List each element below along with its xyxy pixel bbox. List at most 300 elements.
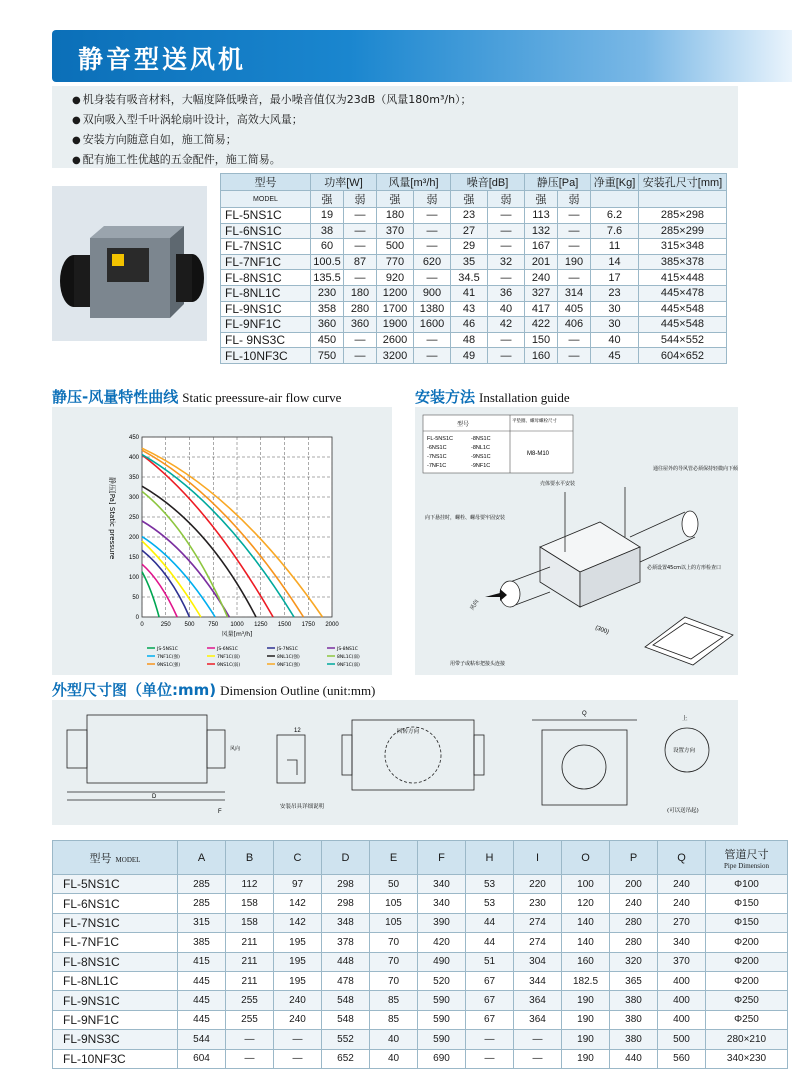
table-row <box>221 239 727 255</box>
value-cell: 201 <box>525 254 558 270</box>
install-table-model: FL-5NS1C <box>427 436 453 442</box>
value-cell: 360 <box>344 317 377 333</box>
spec-table-body <box>221 208 727 364</box>
value-cell: 344 <box>514 971 562 990</box>
value-cell: 448 <box>322 952 370 971</box>
value-cell: 100 <box>562 875 610 894</box>
value-cell: 690 <box>418 1049 466 1068</box>
value-cell: 120 <box>562 894 610 913</box>
install-note-5: 用带子或粘布把接头连接 <box>450 661 506 667</box>
value-cell: 590 <box>418 1030 466 1049</box>
model-cell: FL-8NS1C <box>53 952 178 971</box>
value-cell: 900 <box>414 285 451 301</box>
value-cell: 500 <box>377 239 414 255</box>
value-cell: 378 <box>322 933 370 952</box>
value-cell: 230 <box>514 894 562 913</box>
value-cell: 97 <box>274 875 322 894</box>
legend-label: 7NF1C(弱) <box>217 655 240 660</box>
value-cell: 604×652 <box>639 348 727 364</box>
dim-hang-label: (可以送吊起) <box>667 808 699 814</box>
table-row <box>53 875 788 894</box>
model-cell: FL-9NS1C <box>221 301 311 317</box>
header-hole: 安装孔尺寸[mm] <box>639 174 727 191</box>
y-tick-label: 400 <box>128 455 139 461</box>
value-cell: — <box>414 270 451 286</box>
value-cell: 1900 <box>377 317 414 333</box>
value-cell: 400 <box>658 991 706 1010</box>
value-cell: Φ200 <box>706 952 788 971</box>
value-cell: 38 <box>311 223 344 239</box>
value-cell: 380 <box>610 1010 658 1029</box>
value-cell: 406 <box>558 317 591 333</box>
header-weight: 净重[Kg] <box>591 174 639 191</box>
value-cell: 348 <box>322 913 370 932</box>
value-cell: 211 <box>226 971 274 990</box>
table-row <box>53 933 788 952</box>
value-cell: 150 <box>525 332 558 348</box>
value-cell: 105 <box>370 894 418 913</box>
install-table-model: -9NF1C <box>471 463 491 469</box>
value-cell: 158 <box>226 894 274 913</box>
table-row <box>53 991 788 1010</box>
header-noise: 噪音[dB] <box>451 174 525 191</box>
model-cell: FL-10NF3C <box>221 348 311 364</box>
value-cell: — <box>414 208 451 224</box>
install-panel <box>415 407 738 675</box>
table-row <box>53 952 788 971</box>
value-cell: Φ100 <box>706 875 788 894</box>
y-tick-label: 350 <box>128 475 139 481</box>
value-cell: 415×448 <box>639 270 727 286</box>
value-cell: 255 <box>226 991 274 1010</box>
model-cell: FL-9NF1C <box>221 317 311 333</box>
page-title-bar <box>52 30 792 82</box>
value-cell: — <box>344 348 377 364</box>
dimension-table-body <box>53 875 788 1069</box>
svg-text:12: 12 <box>294 728 301 734</box>
table-row <box>221 254 727 270</box>
header-pressure: 静压[Pa] <box>525 174 591 191</box>
value-cell: 500 <box>658 1030 706 1049</box>
value-cell: 280 <box>344 301 377 317</box>
value-cell: 195 <box>274 933 322 952</box>
feature-list <box>52 86 738 168</box>
value-cell: — <box>558 270 591 286</box>
legend-label: 8NL1C(弱) <box>337 655 360 660</box>
value-cell: 17 <box>591 270 639 286</box>
value-cell: 274 <box>514 933 562 952</box>
value-cell: Φ150 <box>706 913 788 932</box>
value-cell: 48 <box>451 332 488 348</box>
header-strong: 强 <box>377 191 414 208</box>
value-cell: 19 <box>311 208 344 224</box>
value-cell: — <box>488 239 525 255</box>
table-row <box>221 317 727 333</box>
value-cell: 385×378 <box>639 254 727 270</box>
install-note-3: 向下悬挂时，螺栓、螺母要牢固安装 <box>425 515 506 521</box>
value-cell: 360 <box>311 317 344 333</box>
value-cell: 620 <box>414 254 451 270</box>
value-cell: 445 <box>178 991 226 1010</box>
header-power: 功率[W] <box>311 174 377 191</box>
spec-table <box>220 173 727 364</box>
value-cell: 100.5 <box>311 254 344 270</box>
value-cell: 450 <box>311 332 344 348</box>
x-tick-label: 1000 <box>230 622 244 628</box>
install-table-model: -8NS1C <box>471 436 491 442</box>
legend-label: JS-8NS1C <box>337 647 358 652</box>
value-cell: 36 <box>488 285 525 301</box>
header-model-en: MODEL <box>221 191 311 208</box>
x-tick-label: 1500 <box>277 622 292 628</box>
model-cell: FL-5NS1C <box>53 875 178 894</box>
value-cell: — <box>414 348 451 364</box>
dim-header-e: E <box>370 841 418 875</box>
value-cell: Φ200 <box>706 933 788 952</box>
table-row <box>53 1030 788 1049</box>
value-cell: 29 <box>451 239 488 255</box>
value-cell: 113 <box>525 208 558 224</box>
y-tick-label: 200 <box>128 535 139 541</box>
dim-end-view <box>532 720 637 805</box>
y-axis-label: 静压[Pa] Static pressure <box>108 477 116 560</box>
dim-header-h: H <box>466 841 514 875</box>
install-table-model: -9NS1C <box>471 454 491 460</box>
legend-label: JS-6NS1C <box>217 647 238 652</box>
value-cell: Φ150 <box>706 894 788 913</box>
install-size-300: (300) <box>594 625 610 636</box>
value-cell: 142 <box>274 894 322 913</box>
header-weak: 弱 <box>414 191 451 208</box>
value-cell: 14 <box>591 254 639 270</box>
legend-label: 9NF1C(弱) <box>337 663 360 668</box>
value-cell: 285 <box>178 894 226 913</box>
value-cell: 280 <box>610 913 658 932</box>
header-strong: 强 <box>451 191 488 208</box>
value-cell: 304 <box>514 952 562 971</box>
legend-label: JS-7NS1C <box>277 647 298 652</box>
legend-label: 9NS1C(强) <box>157 663 181 668</box>
value-cell: 180 <box>344 285 377 301</box>
model-cell: FL-5NS1C <box>221 208 311 224</box>
value-cell: — <box>274 1049 322 1068</box>
value-cell: 315×348 <box>639 239 727 255</box>
value-cell: 30 <box>591 301 639 317</box>
value-cell: 340 <box>658 933 706 952</box>
table-row <box>221 208 727 224</box>
value-cell: — <box>466 1049 514 1068</box>
legend-label: 8NL1C(强) <box>277 655 300 660</box>
value-cell: 135.5 <box>311 270 344 286</box>
model-cell: FL-7NS1C <box>53 913 178 932</box>
value-cell: 23 <box>451 208 488 224</box>
value-cell: 270 <box>658 913 706 932</box>
value-cell: 40 <box>370 1049 418 1068</box>
value-cell: 365 <box>610 971 658 990</box>
y-tick-label: 450 <box>128 435 139 441</box>
dim-up-label: 上 <box>682 716 688 722</box>
value-cell: 445×548 <box>639 301 727 317</box>
x-tick-label: 1250 <box>254 622 268 628</box>
value-cell: 67 <box>466 971 514 990</box>
x-tick-label: 2000 <box>325 622 339 628</box>
table-row <box>221 285 727 301</box>
install-diagram <box>415 407 738 675</box>
svg-text:F: F <box>218 809 222 815</box>
value-cell: 158 <box>226 913 274 932</box>
value-cell: 327 <box>525 285 558 301</box>
value-cell: — <box>414 223 451 239</box>
y-tick-label: 100 <box>128 575 139 581</box>
value-cell: — <box>558 332 591 348</box>
value-cell: 548 <box>322 1010 370 1029</box>
dim-wind-label: 风向 <box>230 746 241 752</box>
value-cell: 160 <box>562 952 610 971</box>
table-row <box>221 270 727 286</box>
product-photo <box>52 186 207 341</box>
value-cell: 67 <box>466 991 514 1010</box>
model-cell: FL-7NS1C <box>221 239 311 255</box>
value-cell: 200 <box>610 875 658 894</box>
value-cell: 40 <box>591 332 639 348</box>
value-cell: 49 <box>451 348 488 364</box>
dim-header-p: P <box>610 841 658 875</box>
dim-header-pipe: 管道尺寸 Pipe Dimension <box>706 841 788 875</box>
value-cell: — <box>488 270 525 286</box>
curve-section-title: 静压-风量特性曲线 Static preessure-air flow curve <box>52 388 342 406</box>
dim-rotate-label: 回转方向 <box>397 729 420 735</box>
value-cell: 160 <box>525 348 558 364</box>
value-cell: — <box>558 223 591 239</box>
value-cell: 544×552 <box>639 332 727 348</box>
value-cell: Φ250 <box>706 1010 788 1029</box>
header-airflow: 风量[m³/h] <box>377 174 451 191</box>
value-cell: Φ200 <box>706 971 788 990</box>
dimension-panel <box>52 700 738 825</box>
table-row <box>221 332 727 348</box>
value-cell: 320 <box>610 952 658 971</box>
value-cell: 35 <box>451 254 488 270</box>
value-cell: 140 <box>562 933 610 952</box>
dim-install-dir-label: 设置方向 <box>673 748 696 754</box>
table-row <box>53 1010 788 1029</box>
table-row <box>221 223 727 239</box>
install-table-model: -6NS1C <box>427 445 447 451</box>
value-cell: 364 <box>514 1010 562 1029</box>
table-row <box>53 971 788 990</box>
legend-label: 9NF1C(强) <box>277 663 300 668</box>
value-cell: 32 <box>488 254 525 270</box>
dim-bracket-view <box>277 735 305 783</box>
value-cell: — <box>226 1049 274 1068</box>
value-cell: 380 <box>610 991 658 1010</box>
value-cell: 280×210 <box>706 1030 788 1049</box>
value-cell: 1700 <box>377 301 414 317</box>
value-cell: 590 <box>418 1010 466 1029</box>
header-strong: 强 <box>311 191 344 208</box>
table-row <box>221 301 727 317</box>
value-cell: 51 <box>466 952 514 971</box>
model-cell: FL-9NF1C <box>53 1010 178 1029</box>
legend-label: 9NS1C(弱) <box>217 663 241 668</box>
value-cell: 70 <box>370 971 418 990</box>
value-cell: 140 <box>562 913 610 932</box>
value-cell: 53 <box>466 894 514 913</box>
value-cell: — <box>514 1030 562 1049</box>
value-cell: 358 <box>311 301 344 317</box>
install-size-table <box>423 415 573 473</box>
model-cell: FL-6NS1C <box>53 894 178 913</box>
value-cell: Φ250 <box>706 991 788 1010</box>
x-tick-label: 500 <box>184 622 195 628</box>
value-cell: 420 <box>418 933 466 952</box>
value-cell: 340 <box>418 875 466 894</box>
install-table-h1: 型号 <box>457 421 470 428</box>
x-tick-label: 0 <box>140 622 144 628</box>
value-cell: 417 <box>525 301 558 317</box>
value-cell: 478 <box>322 971 370 990</box>
x-axis-label: 风量[m³/h] <box>221 631 253 638</box>
value-cell: 544 <box>178 1030 226 1049</box>
value-cell: 552 <box>322 1030 370 1049</box>
x-tick-label: 1750 <box>301 622 315 628</box>
feature-item: ● 双向吸入型千叶涡轮扇叶设计，高效大风量； <box>72 110 738 130</box>
header-strong: 强 <box>525 191 558 208</box>
page-title: 静音型送风机 <box>78 45 247 74</box>
value-cell: 142 <box>274 913 322 932</box>
value-cell: — <box>344 223 377 239</box>
value-cell: 285×299 <box>639 223 727 239</box>
install-section-title: 安装方法 Installation guide <box>415 388 570 406</box>
value-cell: 85 <box>370 991 418 1010</box>
value-cell: 23 <box>591 285 639 301</box>
value-cell: 240 <box>658 875 706 894</box>
legend-label: 7NF1C(强) <box>157 655 180 660</box>
value-cell: 520 <box>418 971 466 990</box>
value-cell: 422 <box>525 317 558 333</box>
value-cell: 195 <box>274 952 322 971</box>
value-cell: 445×548 <box>639 317 727 333</box>
value-cell: 3200 <box>377 348 414 364</box>
install-unit-drawing <box>500 487 733 665</box>
header-model: 型号 <box>221 174 311 191</box>
value-cell: 27 <box>451 223 488 239</box>
value-cell: — <box>488 208 525 224</box>
dim-header-i: I <box>514 841 562 875</box>
feature-item: ● 机身装有吸音材料，大幅度降低噪音，最小噪音值仅为23dB（风量180m³/h）； <box>72 90 738 110</box>
curve-panel <box>52 407 392 675</box>
value-cell: 750 <box>311 348 344 364</box>
value-cell: 2600 <box>377 332 414 348</box>
value-cell: 190 <box>562 1030 610 1049</box>
value-cell: — <box>414 332 451 348</box>
value-cell: 400 <box>658 971 706 990</box>
value-cell: 340×230 <box>706 1049 788 1068</box>
value-cell: 190 <box>562 991 610 1010</box>
value-cell: 182.5 <box>562 971 610 990</box>
install-note-1: 通往屋外的导风管必须保持轻微向下倾斜 <box>653 466 738 472</box>
install-table-model: -8NL1C <box>471 445 490 451</box>
dim-bracket-label: 安装吊具详细说明 <box>280 804 325 810</box>
value-cell: 280 <box>610 933 658 952</box>
feature-item: ● 安装方向随意自如，施工简易； <box>72 130 738 150</box>
value-cell: 548 <box>322 991 370 1010</box>
dim-header-c: C <box>274 841 322 875</box>
value-cell: 30 <box>591 317 639 333</box>
value-cell: 604 <box>178 1049 226 1068</box>
table-row <box>221 348 727 364</box>
table-row <box>53 894 788 913</box>
y-tick-label: 150 <box>128 555 139 561</box>
value-cell: 298 <box>322 894 370 913</box>
value-cell: 240 <box>610 894 658 913</box>
svg-text:Q: Q <box>582 711 587 717</box>
dimension-drawing <box>52 700 738 825</box>
model-cell: FL-8NL1C <box>221 285 311 301</box>
value-cell: 314 <box>558 285 591 301</box>
value-cell: 770 <box>377 254 414 270</box>
value-cell: 590 <box>418 991 466 1010</box>
model-cell: FL-6NS1C <box>221 223 311 239</box>
value-cell: 274 <box>514 913 562 932</box>
value-cell: 1380 <box>414 301 451 317</box>
value-cell: 445 <box>178 1010 226 1029</box>
install-table-model: -7NF1C <box>427 463 447 469</box>
value-cell: 45 <box>591 348 639 364</box>
value-cell: 53 <box>466 875 514 894</box>
model-cell: FL- 9NS3C <box>221 332 311 348</box>
value-cell: 400 <box>658 1010 706 1029</box>
y-tick-label: 300 <box>128 495 139 501</box>
install-wind-label: 风向 <box>469 598 481 612</box>
value-cell: — <box>414 239 451 255</box>
value-cell: 315 <box>178 913 226 932</box>
value-cell: 211 <box>226 933 274 952</box>
install-note-2: 壳体要水平安装 <box>540 481 576 487</box>
install-table-size: M8-M10 <box>527 451 550 457</box>
value-cell: 445×478 <box>639 285 727 301</box>
value-cell: 240 <box>274 991 322 1010</box>
value-cell: 370 <box>377 223 414 239</box>
value-cell: 41 <box>451 285 488 301</box>
value-cell: 11 <box>591 239 639 255</box>
value-cell: 240 <box>658 894 706 913</box>
value-cell: — <box>488 223 525 239</box>
value-cell: — <box>344 332 377 348</box>
value-cell: 285×298 <box>639 208 727 224</box>
value-cell: 46 <box>451 317 488 333</box>
value-cell: — <box>274 1030 322 1049</box>
value-cell: 87 <box>344 254 377 270</box>
header-weak: 弱 <box>344 191 377 208</box>
value-cell: 1200 <box>377 285 414 301</box>
value-cell: 50 <box>370 875 418 894</box>
value-cell: 6.2 <box>591 208 639 224</box>
value-cell: — <box>558 208 591 224</box>
value-cell: 70 <box>370 933 418 952</box>
value-cell: — <box>344 239 377 255</box>
dim-side-view <box>67 715 225 800</box>
value-cell: 652 <box>322 1049 370 1068</box>
model-cell: FL-10NF3C <box>53 1049 178 1068</box>
model-cell: FL-7NF1C <box>221 254 311 270</box>
svg-text:D: D <box>152 794 157 800</box>
value-cell: 364 <box>514 991 562 1010</box>
y-tick-label: 250 <box>128 515 139 521</box>
value-cell: 370 <box>658 952 706 971</box>
value-cell: 298 <box>322 875 370 894</box>
value-cell: 85 <box>370 1010 418 1029</box>
